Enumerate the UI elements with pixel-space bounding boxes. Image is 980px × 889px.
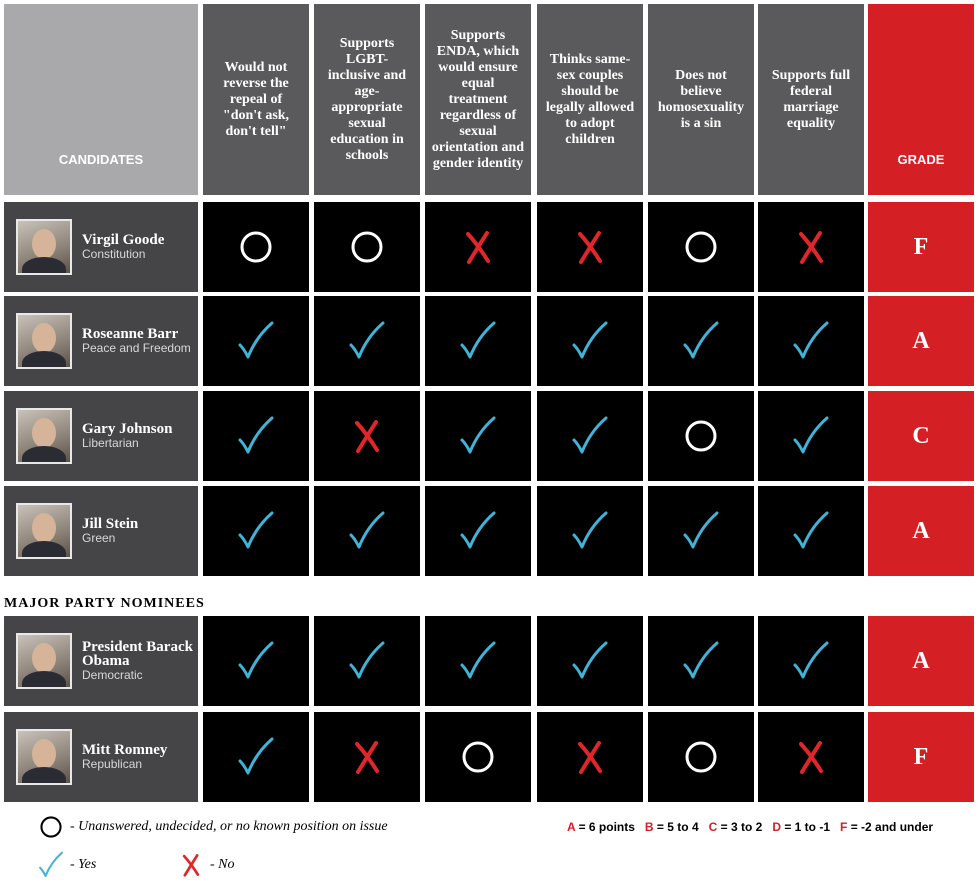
- grade-scale-item: [567, 820, 635, 834]
- x-icon: [345, 414, 389, 458]
- mark-cell: [314, 296, 420, 386]
- check-icon: [234, 319, 278, 363]
- candidate-party: Republican: [82, 757, 143, 771]
- mark-cell: [537, 202, 643, 292]
- check-icon: [345, 509, 389, 553]
- grade-scale-item: [772, 820, 830, 834]
- circle-icon: [456, 735, 500, 779]
- candidate-name: Jill Stein: [82, 516, 139, 532]
- mark-cell: [537, 712, 643, 802]
- issue-header-4: Thinks same-sex couples should be legally allowed to adopt children: [537, 4, 643, 195]
- mark-cell: [648, 391, 754, 481]
- mark-cell: [758, 202, 864, 292]
- grade-scale-text: = -2 and under: [847, 820, 934, 834]
- candidate-party: Constitution: [82, 247, 146, 261]
- candidate-photo: [16, 503, 72, 559]
- mark-cell: [648, 486, 754, 576]
- grade-scale-letter: B: [644, 820, 654, 834]
- grade-cell: F: [868, 712, 974, 802]
- grade-cell: A: [868, 486, 974, 576]
- grade-cell: A: [868, 616, 974, 706]
- mark-cell: [425, 486, 531, 576]
- legend-text: - No: [210, 857, 235, 872]
- mark-cell: [425, 712, 531, 802]
- grade-scale-letter: A: [567, 820, 576, 834]
- issue-header-2: Supports LGBT-inclusive and age-appropriate sexual education in schools: [314, 4, 420, 195]
- grade-scale-text: = 6 points: [575, 820, 635, 834]
- legend-no: [176, 850, 235, 880]
- check-icon: [456, 414, 500, 458]
- check-icon: [234, 414, 278, 458]
- grade-cell: F: [868, 202, 974, 292]
- x-icon: [456, 225, 500, 269]
- mark-cell: [758, 616, 864, 706]
- check-icon: [456, 319, 500, 363]
- mark-cell: [758, 296, 864, 386]
- candidate-party: Libertarian: [82, 436, 139, 450]
- check-icon: [789, 319, 833, 363]
- issue-header-5: Does not believe homosexuality is a sin: [648, 4, 754, 195]
- mark-cell: [537, 296, 643, 386]
- mark-cell: [758, 391, 864, 481]
- circle-icon: [234, 225, 278, 269]
- mark-cell: [314, 391, 420, 481]
- mark-cell: [425, 202, 531, 292]
- candidate-info: [82, 422, 172, 450]
- circle-icon: [679, 225, 723, 269]
- mark-cell: [203, 296, 309, 386]
- x-icon: [345, 735, 389, 779]
- grade-scale-text: = 5 to 4: [653, 820, 699, 834]
- x-icon: [789, 225, 833, 269]
- issue-header-6: Supports full federal marriage equality: [758, 4, 864, 195]
- mark-cell: [537, 486, 643, 576]
- mark-cell: [648, 202, 754, 292]
- mark-cell: [758, 712, 864, 802]
- candidate-photo: [16, 729, 72, 785]
- x-icon: [176, 850, 206, 880]
- grade-scale-item: [645, 820, 699, 834]
- candidate-name: Mitt Romney: [82, 742, 168, 758]
- grade-scale: [567, 820, 933, 834]
- check-icon: [679, 509, 723, 553]
- candidate-cell: [4, 202, 198, 292]
- mark-cell: [758, 486, 864, 576]
- candidate-cell: [4, 391, 198, 481]
- mark-cell: [314, 616, 420, 706]
- mark-cell: [314, 486, 420, 576]
- mark-cell: [425, 296, 531, 386]
- grade-scale-item: [709, 820, 763, 834]
- check-icon: [345, 639, 389, 683]
- mark-cell: [314, 712, 420, 802]
- check-icon: [234, 509, 278, 553]
- candidate-party: Green: [82, 531, 116, 545]
- header-candidates: CANDIDATES: [4, 4, 198, 195]
- check-icon: [679, 639, 723, 683]
- check-icon: [234, 735, 278, 779]
- check-icon: [679, 319, 723, 363]
- check-icon: [456, 639, 500, 683]
- mark-cell: [203, 712, 309, 802]
- circle-icon: [679, 414, 723, 458]
- candidate-info: [82, 743, 167, 771]
- mark-cell: [648, 616, 754, 706]
- check-icon: [568, 639, 612, 683]
- check-icon: [36, 850, 66, 880]
- candidate-info: [82, 640, 198, 682]
- candidate-cell: [4, 712, 198, 802]
- check-icon: [234, 639, 278, 683]
- candidate-name: Gary Johnson: [82, 421, 173, 437]
- header-grade: GRADE: [868, 4, 974, 195]
- legend-text: - Yes: [70, 857, 97, 872]
- grade-cell: C: [868, 391, 974, 481]
- candidate-info: [82, 517, 138, 545]
- mark-cell: [648, 296, 754, 386]
- candidate-party: Democratic: [82, 668, 143, 682]
- mark-cell: [425, 391, 531, 481]
- check-icon: [345, 319, 389, 363]
- legend-yes: [36, 850, 96, 880]
- x-icon: [568, 735, 612, 779]
- candidate-photo: [16, 408, 72, 464]
- candidate-info: [82, 327, 191, 355]
- circle-icon: [345, 225, 389, 269]
- issue-header-3: Supports ENDA, which would ensure equal treatment regardless of sexual orientation and gender identity: [425, 4, 531, 195]
- check-icon: [789, 509, 833, 553]
- mark-cell: [203, 616, 309, 706]
- check-icon: [789, 639, 833, 683]
- issue-header-1: Would not reverse the repeal of "don't ask, don't tell": [203, 4, 309, 195]
- mark-cell: [537, 391, 643, 481]
- candidate-photo: [16, 313, 72, 369]
- check-icon: [789, 414, 833, 458]
- candidate-cell: [4, 616, 198, 706]
- legend-text: - Unanswered, undecided, or no known position on issue: [70, 819, 388, 834]
- x-icon: [789, 735, 833, 779]
- candidate-name: President Barack Obama: [82, 639, 193, 669]
- mark-cell: [648, 712, 754, 802]
- mark-cell: [537, 616, 643, 706]
- grade-cell: A: [868, 296, 974, 386]
- grade-scale-letter: C: [708, 820, 718, 834]
- candidate-info: [82, 233, 164, 261]
- section-label-major-party: MAJOR PARTY NOMINEES: [4, 596, 205, 611]
- mark-cell: [314, 202, 420, 292]
- grade-scale-item: [840, 820, 933, 834]
- check-icon: [568, 319, 612, 363]
- candidate-photo: [16, 219, 72, 275]
- grade-scale-letter: D: [772, 820, 781, 834]
- mark-cell: [203, 486, 309, 576]
- grade-scale-text: = 1 to -1: [781, 820, 831, 834]
- candidate-photo: [16, 633, 72, 689]
- candidate-name: Virgil Goode: [82, 232, 165, 248]
- candidate-cell: [4, 296, 198, 386]
- mark-cell: [425, 616, 531, 706]
- grade-scale-text: = 3 to 2: [717, 820, 763, 834]
- candidate-cell: [4, 486, 198, 576]
- check-icon: [568, 414, 612, 458]
- circle-icon: [679, 735, 723, 779]
- mark-cell: [203, 202, 309, 292]
- mark-cell: [203, 391, 309, 481]
- check-icon: [568, 509, 612, 553]
- candidate-party: Peace and Freedom: [82, 341, 191, 355]
- x-icon: [568, 225, 612, 269]
- grade-scale-letter: F: [840, 820, 848, 834]
- legend-unanswered: [36, 812, 388, 842]
- candidate-name: Roseanne Barr: [82, 326, 179, 342]
- check-icon: [456, 509, 500, 553]
- circle-icon: [36, 812, 66, 842]
